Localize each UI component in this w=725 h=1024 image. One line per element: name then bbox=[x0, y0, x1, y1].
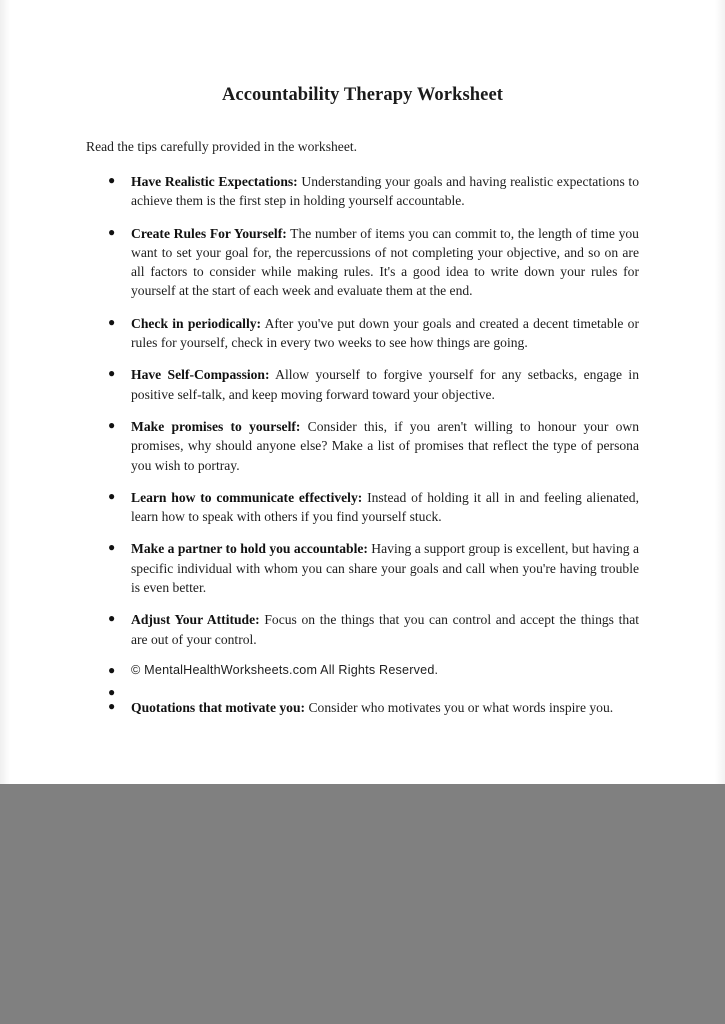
bullet-icon: ● bbox=[108, 662, 116, 677]
list-item-body: Consider who motivates you or what words inspire you. bbox=[305, 699, 614, 715]
bullet-icon: ● bbox=[108, 314, 116, 329]
list-item bbox=[86, 488, 639, 527]
list-item-empty bbox=[86, 684, 639, 699]
page-title: Accountability Therapy Worksheet bbox=[221, 85, 504, 105]
list-item-body: Having a support group is excellent, but having a specific individual with whom you can share your goals and call when you're having trouble is even better. bbox=[131, 541, 639, 596]
list-item-lead: Adjust Your Attitude: bbox=[131, 612, 260, 628]
list-item-lead: Check in periodically: bbox=[131, 315, 262, 331]
list-item-body: Allow yourself to forgive yourself for any setbacks, engage in positive self-talk, and keep moving forward toward your objective. bbox=[131, 367, 640, 402]
list-item-body: Instead of holding it all in and feeling alienated, learn how to speak with others if you find yourself stuck. bbox=[131, 489, 639, 525]
list-item-lead: Make a partner to hold you accountable: bbox=[131, 541, 368, 557]
bullet-icon: ● bbox=[108, 224, 116, 239]
list-item-lead: Have Realistic Expectations: bbox=[131, 174, 298, 189]
list-item bbox=[86, 224, 639, 301]
tips-list bbox=[86, 172, 639, 730]
bullet-icon: ● bbox=[108, 698, 116, 713]
bullet-icon: ● bbox=[108, 417, 116, 432]
list-item bbox=[86, 539, 639, 597]
list-item-body: Consider this, if you aren't willing to honour your own promises, why should anyone else? Make a list of promises that reflect the type of persona you wish to portray. bbox=[131, 418, 639, 473]
bullet-icon: ● bbox=[108, 366, 116, 381]
list-item-body: The number of items you can commit to, the length of time you want to set your goal for, the repercussions of not completing your objective, and so on are all factors to consider while making rules. It's a good idea to write down your rules for yourself at the start of each week and evaluate them at the end. bbox=[131, 225, 639, 299]
list-item-lead: Create Rules For Yourself: bbox=[131, 225, 287, 241]
list-item-body: Understanding your goals and having realistic expectations to achieve them is the first step in holding yourself accountable. bbox=[131, 174, 639, 209]
bullet-icon: ● bbox=[108, 611, 116, 626]
list-item-lead: Learn how to communicate effectively: bbox=[131, 489, 363, 505]
list-item bbox=[86, 610, 639, 649]
list-item bbox=[86, 172, 639, 211]
viewer-background-area bbox=[0, 784, 725, 1024]
list-item-body: Focus on the things that you can control and accept the things that are out of your control. bbox=[131, 612, 640, 647]
copyright-text: © MentalHealthWorksheets.com All Rights Reserved. bbox=[131, 662, 439, 677]
list-item bbox=[86, 365, 639, 404]
copyright-notice bbox=[86, 662, 639, 680]
bullet-icon: ● bbox=[108, 684, 116, 699]
list-item-body: After you've put down your goals and created a decent timetable or rules for yourself, check in every two weeks to see how things are going. bbox=[131, 315, 640, 351]
list-item-lead: Make promises to yourself: bbox=[131, 418, 301, 434]
bullet-icon: ● bbox=[108, 173, 116, 187]
list-item bbox=[86, 417, 639, 475]
bullet-icon: ● bbox=[108, 488, 116, 503]
list-item-lead: Have Self-Compassion: bbox=[131, 367, 270, 383]
intro-paragraph: Read the tips carefully provided in the worksheet. bbox=[86, 139, 358, 154]
list-item bbox=[86, 314, 639, 353]
list-item bbox=[86, 698, 639, 717]
bullet-icon: ● bbox=[108, 540, 116, 555]
list-item-lead: Quotations that motivate you: bbox=[131, 699, 306, 715]
